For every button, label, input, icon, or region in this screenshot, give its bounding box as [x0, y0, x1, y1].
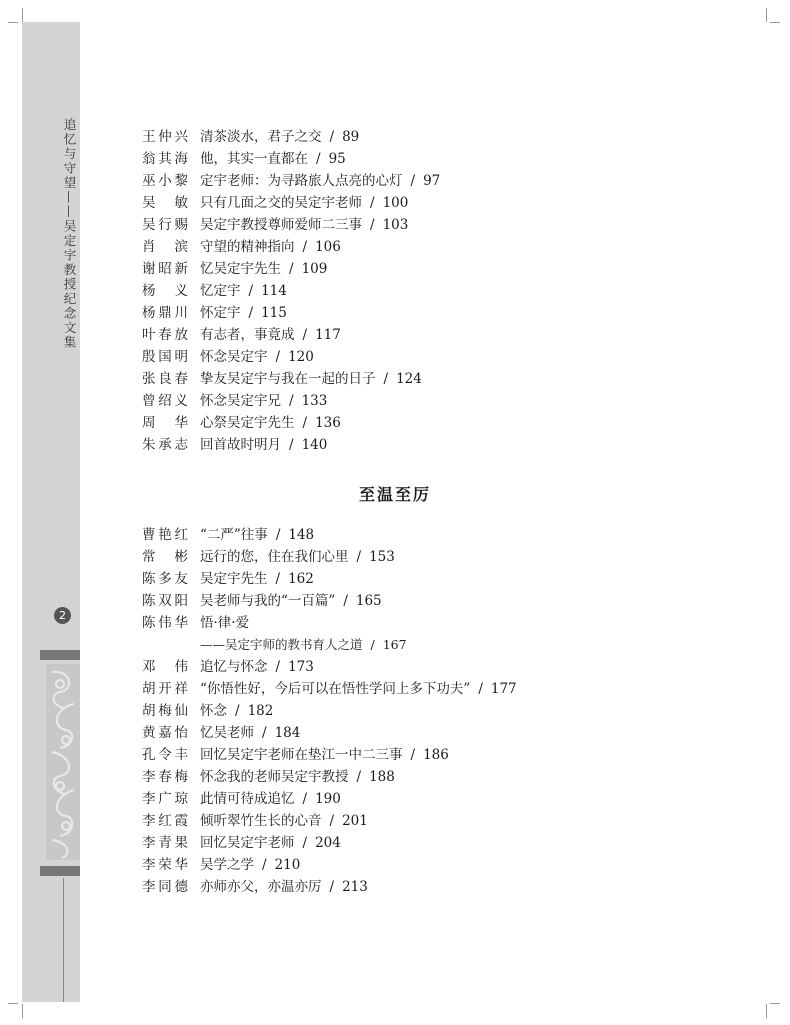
- toc-title: 吴定宇教授尊师爱师二三事: [200, 217, 362, 233]
- toc-separator: /: [235, 703, 240, 719]
- toc-page-number: 124: [396, 371, 422, 387]
- toc-title-line: [200, 546, 395, 568]
- toc-entry: [142, 810, 742, 832]
- toc-entry: [142, 434, 702, 456]
- toc-author: 李广琼: [142, 791, 188, 807]
- toc-separator: /: [262, 725, 267, 741]
- toc-page-number: 148: [288, 527, 315, 543]
- toc-title: 怀念吴定宇: [200, 349, 268, 365]
- toc-entry: [142, 832, 742, 854]
- sidebar-line: [63, 878, 64, 1002]
- toc-page-number: 188: [369, 769, 395, 785]
- toc-separator: /: [302, 415, 308, 431]
- toc-separator: /: [275, 527, 281, 543]
- toc-title-line: [200, 390, 327, 412]
- crop-mark: [766, 1004, 767, 1018]
- toc-page-number: 165: [355, 593, 382, 609]
- toc-separator: /: [302, 239, 308, 255]
- toc-author: 李春梅: [142, 769, 188, 785]
- toc-page-number: 182: [247, 703, 274, 719]
- page-number-badge: 2: [54, 607, 71, 624]
- toc-author: 谢昭新: [142, 261, 188, 277]
- crop-mark: [770, 1003, 780, 1004]
- toc-entry: [142, 148, 702, 170]
- toc-author: 叶春放: [142, 327, 188, 343]
- toc-entry: [142, 236, 702, 258]
- toc-separator: /: [289, 393, 294, 409]
- toc-part2: [142, 524, 742, 898]
- toc-entry: [142, 700, 742, 722]
- toc-title-line: [200, 412, 341, 434]
- toc-author: 张良春: [142, 371, 188, 387]
- toc-page-number: 153: [369, 549, 395, 565]
- toc-author: 李红霞: [142, 813, 188, 829]
- crop-mark: [22, 8, 23, 22]
- toc-title-line: [200, 810, 368, 832]
- toc-title: 悟·律·爱: [200, 615, 250, 631]
- toc-page-number: 117: [315, 327, 341, 343]
- toc-entry: [142, 854, 742, 876]
- toc-separator: /: [370, 217, 375, 233]
- toc-entry: [142, 302, 702, 324]
- toc-entry-subtitle: [142, 634, 742, 656]
- toc-entry: [142, 412, 702, 434]
- toc-title-line: [200, 678, 517, 700]
- toc-author: 周 华: [142, 415, 188, 431]
- crop-mark: [22, 1004, 23, 1018]
- toc-title-line: [200, 524, 314, 546]
- toc-title: “二严”往事: [200, 527, 268, 543]
- toc-title-line: [200, 170, 440, 192]
- toc-author: 李同德: [142, 879, 188, 895]
- toc-page-number: 190: [315, 791, 341, 807]
- toc-page-number: 173: [288, 659, 314, 675]
- toc-author: 巫小黎: [142, 173, 188, 189]
- toc-separator: /: [289, 261, 294, 277]
- toc-page-number: 184: [274, 725, 301, 741]
- sidebar-band: [40, 866, 80, 876]
- crop-mark: [766, 8, 767, 22]
- toc-page-number: 213: [342, 879, 368, 895]
- toc-author: 陈伟华: [142, 615, 188, 631]
- toc-title: 回忆吴定宇老师在垫江一中二三事: [200, 747, 403, 763]
- toc-title: 远行的您，住在我们心里: [200, 549, 349, 565]
- toc-author: 常 彬: [142, 549, 188, 565]
- toc-title: 回忆吴定宇老师: [200, 835, 295, 851]
- toc-page-number: 204: [315, 835, 341, 851]
- toc-separator: /: [275, 571, 281, 587]
- toc-title-line: [200, 832, 341, 854]
- toc-title-line: [200, 368, 422, 390]
- toc-title: 忆定宇: [200, 283, 241, 299]
- cloud-ornament: [46, 664, 80, 860]
- toc-page-number: 114: [261, 283, 287, 299]
- toc-title: 怀定宇: [200, 305, 241, 321]
- toc-title: 他，其实一直都在: [200, 151, 308, 167]
- toc-title: 回首故时明月: [200, 437, 281, 453]
- toc-author: 胡开祥: [142, 681, 188, 697]
- toc-title: “你悟性好，今后可以在悟性学问上多下功夫”: [200, 681, 471, 697]
- toc-title: 怀念吴定宇兄: [200, 393, 281, 409]
- toc-separator: /: [248, 305, 254, 321]
- toc-author: 邓 伟: [142, 659, 188, 675]
- toc-separator: /: [248, 283, 254, 299]
- toc-title: ——吴定宇师的教书育人之道: [200, 637, 363, 652]
- toc-entry: [142, 258, 702, 280]
- toc-separator: /: [275, 349, 281, 365]
- toc-author: 胡梅仙: [142, 703, 188, 719]
- toc-part1: [142, 126, 702, 456]
- toc-entry: [142, 612, 742, 634]
- toc-author: 王仲兴: [142, 129, 188, 145]
- toc-author: 杨 义: [142, 283, 188, 299]
- toc-title: 亦师亦父，亦温亦厉: [200, 879, 322, 895]
- section-heading: 至温至厉: [358, 485, 431, 504]
- toc-separator: /: [316, 151, 321, 167]
- toc-page-number: 136: [315, 415, 341, 431]
- toc-page-number: 100: [382, 195, 409, 211]
- toc-author: 吴 敏: [142, 195, 188, 211]
- toc-entry: [142, 722, 742, 744]
- toc-author: 朱承志: [142, 437, 188, 453]
- toc-title-line: [200, 148, 346, 170]
- toc-separator: /: [302, 327, 308, 343]
- toc-entry: [142, 524, 742, 546]
- toc-page-number: 167: [382, 637, 407, 652]
- toc-author: 陈双阳: [142, 593, 188, 609]
- book-title: 追忆与守望——吴定宇教授纪念文集: [62, 118, 77, 350]
- toc-title-line: [200, 766, 395, 788]
- crop-mark: [8, 22, 18, 23]
- toc-author: 翁其海: [142, 151, 188, 167]
- toc-author: 曾绍义: [142, 393, 188, 409]
- toc-title: 有志者，事竟成: [200, 327, 295, 343]
- toc-title: 吴定宇先生: [200, 571, 268, 587]
- toc-entry: [142, 346, 702, 368]
- toc-separator: /: [370, 637, 375, 652]
- toc-author: 李荣华: [142, 857, 188, 873]
- toc-entry: [142, 324, 702, 346]
- toc-entry: [142, 170, 702, 192]
- toc-entry: [142, 590, 742, 612]
- toc-separator: /: [329, 813, 335, 829]
- toc-entry: [142, 368, 702, 390]
- toc-page-number: 89: [342, 129, 360, 145]
- toc-page-number: 162: [288, 571, 314, 587]
- toc-title-line: [200, 876, 368, 898]
- toc-title: 心祭吴定宇先生: [200, 415, 295, 431]
- toc-entry: [142, 546, 742, 568]
- toc-separator: /: [329, 879, 335, 895]
- toc-separator: /: [356, 769, 362, 785]
- toc-entry: [142, 568, 742, 590]
- toc-author: 殷国明: [142, 349, 188, 365]
- toc-entry: [142, 280, 702, 302]
- toc-title-line: [200, 656, 314, 678]
- toc-title: 吴学之学: [200, 857, 254, 873]
- toc-title-line: [200, 634, 407, 656]
- toc-separator: /: [370, 195, 375, 211]
- toc-title: 吴老师与我的“一百篇”: [200, 593, 336, 609]
- toc-page-number: 140: [301, 437, 328, 453]
- toc-separator: /: [356, 549, 362, 565]
- toc-author: 肖 滨: [142, 239, 188, 255]
- toc-title-line: [200, 324, 341, 346]
- toc-title: 清茶淡水，君子之交: [200, 129, 322, 145]
- toc-separator: /: [329, 129, 335, 145]
- toc-page-number: 106: [315, 239, 341, 255]
- toc-author: 孔令丰: [142, 747, 188, 763]
- toc-author: 吴行赐: [142, 217, 188, 233]
- toc-entry: [142, 876, 742, 898]
- toc-separator: /: [410, 173, 416, 189]
- toc-title-line: [200, 126, 359, 148]
- toc-title: 忆吴定宇先生: [200, 261, 281, 277]
- toc-separator: /: [275, 659, 281, 675]
- toc-page-number: 103: [382, 217, 409, 233]
- toc-title-line: [200, 346, 314, 368]
- toc-title-line: [200, 258, 327, 280]
- toc-separator: /: [478, 681, 483, 697]
- toc-author: 陈多友: [142, 571, 188, 587]
- toc-page-number: 210: [274, 857, 301, 873]
- toc-separator: /: [302, 791, 308, 807]
- toc-title: 只有几面之交的吴定宇老师: [200, 195, 362, 211]
- toc-separator: /: [262, 857, 267, 873]
- toc-title-line: [200, 612, 249, 634]
- toc-entry: [142, 214, 702, 236]
- toc-entry: [142, 656, 742, 678]
- toc-author: 曹艳红: [142, 527, 188, 543]
- toc-entry: [142, 744, 742, 766]
- toc-page-number: 97: [423, 173, 441, 189]
- crop-mark: [8, 1003, 18, 1004]
- toc-title: 怀念: [200, 703, 227, 719]
- toc-separator: /: [383, 371, 389, 387]
- toc-title-line: [200, 280, 287, 302]
- toc-title: 追忆与怀念: [200, 659, 268, 675]
- toc-page-number: 177: [490, 681, 517, 697]
- toc-page-number: 186: [423, 747, 449, 763]
- toc-separator: /: [302, 835, 308, 851]
- toc-title: 怀念我的老师吴定宇教授: [200, 769, 349, 785]
- toc-page-number: 109: [301, 261, 328, 277]
- toc-title: 此情可待成追忆: [200, 791, 295, 807]
- toc-page-number: 201: [342, 813, 368, 829]
- toc-page-number: 133: [301, 393, 328, 409]
- toc-title: 挚友吴定宇与我在一起的日子: [200, 371, 376, 387]
- toc-title-line: [200, 854, 300, 876]
- toc-separator: /: [289, 437, 294, 453]
- toc-page-number: 95: [328, 151, 346, 167]
- crop-mark: [770, 22, 780, 23]
- toc-page-number: 115: [261, 305, 287, 321]
- toc-title: 忆吴老师: [200, 725, 254, 741]
- toc-author: 黄嘉怡: [142, 725, 188, 741]
- toc-title-line: [200, 788, 341, 810]
- toc-entry: [142, 192, 702, 214]
- toc-title-line: [200, 590, 382, 612]
- toc-title-line: [200, 214, 408, 236]
- toc-title: 守望的精神指向: [200, 239, 295, 255]
- toc-title-line: [200, 192, 408, 214]
- toc-title-line: [200, 744, 449, 766]
- sidebar-band: [40, 650, 80, 660]
- toc-title-line: [200, 302, 287, 324]
- toc-entry: [142, 390, 702, 412]
- toc-title-line: [200, 700, 273, 722]
- toc-author: 杨鼎川: [142, 305, 188, 321]
- toc-title: 定宇老师：为寻路旅人点亮的心灯: [200, 173, 403, 189]
- toc-title-line: [200, 722, 300, 744]
- toc-separator: /: [410, 747, 416, 763]
- toc-entry: [142, 788, 742, 810]
- toc-title-line: [200, 568, 314, 590]
- toc-page-number: 120: [288, 349, 314, 365]
- toc-entry: [142, 678, 742, 700]
- toc-entry: [142, 766, 742, 788]
- toc-title-line: [200, 434, 327, 456]
- toc-title-line: [200, 236, 341, 258]
- toc-separator: /: [343, 593, 348, 609]
- toc-title: 倾听翠竹生长的心音: [200, 813, 322, 829]
- toc-author: 李青果: [142, 835, 188, 851]
- toc-entry: [142, 126, 702, 148]
